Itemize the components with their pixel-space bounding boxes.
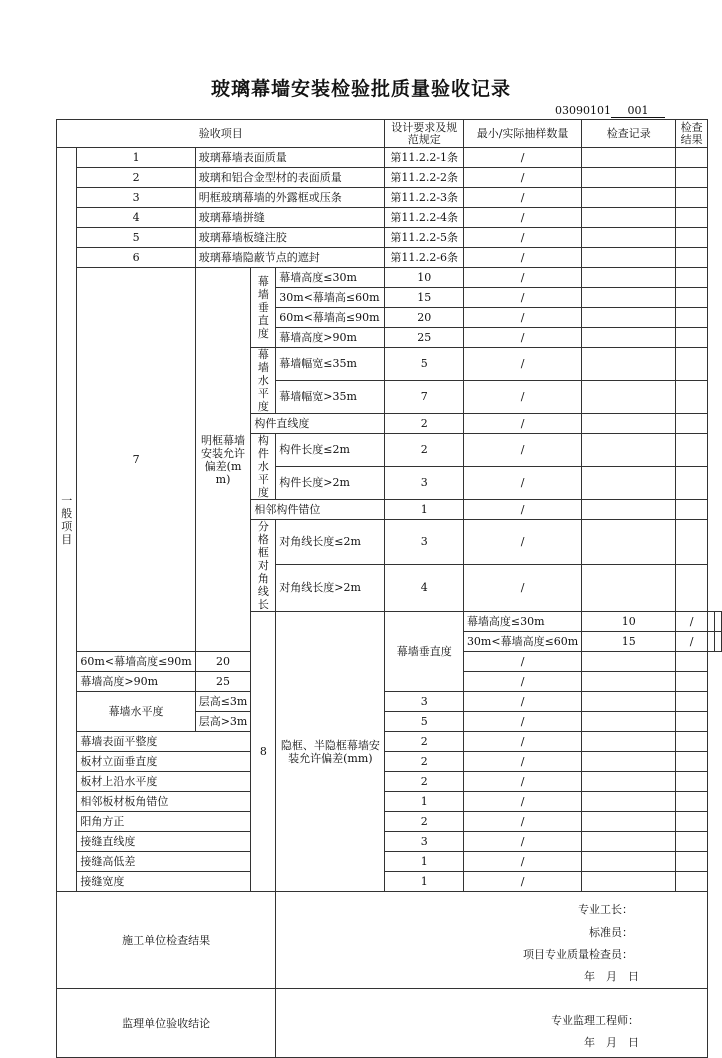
spec-value: 2 (385, 772, 463, 792)
construction-sign-area[interactable] (276, 892, 708, 989)
sample-value: / (463, 208, 581, 228)
spec-value: 3 (385, 692, 463, 712)
table-row (57, 832, 722, 852)
item-number: 1 (77, 148, 195, 168)
table-row (57, 168, 722, 188)
sample-value: / (463, 414, 581, 434)
record-cell[interactable] (582, 872, 676, 892)
table-row (57, 812, 722, 832)
spec-value: 2 (385, 434, 463, 467)
item-number: 7 (77, 268, 195, 652)
sample-value: / (463, 308, 581, 328)
result-cell[interactable] (676, 565, 708, 612)
inspection-table-body (57, 120, 722, 1058)
spec-value: 第11.2.2-5条 (385, 228, 463, 248)
record-cell[interactable] (582, 812, 676, 832)
sample-value: / (463, 381, 581, 414)
result-cell[interactable] (676, 832, 708, 852)
header-record: 检查记录 (582, 120, 676, 148)
result-cell[interactable] (676, 288, 708, 308)
table-row (57, 892, 722, 989)
check-item: 幕墙幅宽>35m (276, 381, 385, 414)
spec-value: 3 (385, 467, 463, 500)
header-sample: 最小/实际抽样数量 (463, 120, 581, 148)
result-cell[interactable] (676, 872, 708, 892)
group-label: 明框幕墙安装允许偏差(mm) (195, 268, 251, 652)
record-cell[interactable] (582, 772, 676, 792)
sample-value: / (463, 692, 581, 712)
spec-value: 1 (385, 500, 463, 520)
spec-value: 4 (385, 565, 463, 612)
result-cell[interactable] (715, 632, 722, 652)
sample-value: / (463, 467, 581, 500)
record-cell[interactable] (582, 288, 676, 308)
group-label: 隐框、半隐框幕墙安装允许偏差(mm) (276, 612, 385, 892)
spec-value: 25 (195, 672, 251, 692)
subgroup-label: 分格框对角线长 (251, 520, 276, 612)
reviewer-label: 标准员： (589, 926, 633, 939)
record-cell[interactable] (582, 308, 676, 328)
record-cell[interactable] (582, 652, 676, 672)
item-name: 明框玻璃幕墙的外露框或压条 (195, 188, 385, 208)
sample-value: / (676, 632, 708, 652)
result-cell[interactable] (676, 348, 708, 381)
record-cell[interactable] (582, 732, 676, 752)
construction-unit-label: 施工单位检查结果 (57, 892, 276, 989)
record-cell[interactable] (582, 500, 676, 520)
subgroup-label: 幕墙垂直度 (251, 268, 276, 348)
sample-value: / (463, 168, 581, 188)
spec-value: 第11.2.2-1条 (385, 148, 463, 168)
record-cell[interactable] (582, 852, 676, 872)
spec-value: 15 (582, 632, 676, 652)
record-cell[interactable] (582, 228, 676, 248)
sample-value: / (463, 434, 581, 467)
sample-value: / (463, 652, 581, 672)
table-row (57, 188, 722, 208)
sample-value: / (463, 348, 581, 381)
table-row (57, 692, 722, 712)
table-row (57, 772, 722, 792)
check-item: 板材上沿水平度 (77, 772, 251, 792)
spec-value: 1 (385, 792, 463, 812)
sample-value: / (463, 812, 581, 832)
check-item: 构件长度>2m (276, 467, 385, 500)
record-cell[interactable] (582, 381, 676, 414)
result-cell[interactable] (676, 500, 708, 520)
item-name: 玻璃幕墙板缝注胶 (195, 228, 385, 248)
record-cell[interactable] (582, 148, 676, 168)
sample-value: / (676, 612, 708, 632)
spec-value: 2 (385, 414, 463, 434)
record-cell[interactable] (582, 328, 676, 348)
table-row (57, 752, 722, 772)
table-row (57, 148, 722, 168)
result-cell[interactable] (676, 792, 708, 812)
spec-value: 2 (385, 812, 463, 832)
record-cell[interactable] (582, 168, 676, 188)
record-cell[interactable] (708, 612, 715, 632)
result-cell[interactable] (676, 732, 708, 752)
result-cell[interactable] (676, 852, 708, 872)
result-cell[interactable] (676, 208, 708, 228)
check-item: 幕墙表面平整度 (77, 732, 251, 752)
check-item: 层高>3m (195, 712, 251, 732)
record-cell[interactable] (708, 632, 715, 652)
record-cell[interactable] (582, 188, 676, 208)
sample-value: / (463, 852, 581, 872)
result-cell[interactable] (676, 812, 708, 832)
page-title: 玻璃幕墙安装检验批质量验收记录 (210, 78, 511, 100)
table-row (57, 872, 722, 892)
table-row (57, 228, 722, 248)
item-number: 8 (251, 612, 276, 892)
spec-value: 3 (385, 832, 463, 852)
result-cell[interactable] (676, 692, 708, 712)
item-number: 5 (77, 228, 195, 248)
record-cell[interactable] (582, 832, 676, 852)
record-cell[interactable] (582, 712, 676, 732)
general-items-label: 一般项目 (57, 148, 77, 892)
table-row (57, 208, 722, 228)
form-code (555, 104, 665, 118)
supervision-date: 年 月 日 (584, 1036, 639, 1049)
check-item: 60m<幕墙高≤90m (276, 308, 385, 328)
sample-value: / (463, 520, 581, 565)
construction-date: 年 月 日 (584, 970, 639, 983)
inspector-label: 项目专业质量检查员： (523, 948, 633, 961)
subgroup-label: 幕墙水平度 (251, 348, 276, 414)
check-item: 构件直线度 (251, 414, 385, 434)
table-row (57, 248, 722, 268)
result-cell[interactable] (676, 148, 708, 168)
record-cell[interactable] (582, 248, 676, 268)
result-cell[interactable] (676, 268, 708, 288)
check-item: 相邻构件错位 (251, 500, 385, 520)
item-name: 玻璃幕墙表面质量 (195, 148, 385, 168)
item-number: 3 (77, 188, 195, 208)
sample-value: / (463, 872, 581, 892)
result-cell[interactable] (676, 752, 708, 772)
check-item: 接缝高低差 (77, 852, 251, 872)
sample-value: / (463, 752, 581, 772)
result-cell[interactable] (676, 434, 708, 467)
check-item: 幕墙高度>90m (276, 328, 385, 348)
record-cell[interactable] (582, 672, 676, 692)
result-cell[interactable] (676, 228, 708, 248)
table-row (57, 792, 722, 812)
spec-value: 20 (195, 652, 251, 672)
result-cell[interactable] (676, 328, 708, 348)
result-cell[interactable] (676, 168, 708, 188)
spec-value: 5 (385, 348, 463, 381)
item-name: 玻璃幕墙拼缝 (195, 208, 385, 228)
result-cell[interactable] (676, 188, 708, 208)
result-cell[interactable] (676, 467, 708, 500)
record-cell[interactable] (582, 692, 676, 712)
subgroup-label: 幕墙垂直度 (385, 612, 463, 692)
header-item: 验收项目 (57, 120, 385, 148)
spec-value: 第11.2.2-4条 (385, 208, 463, 228)
record-cell[interactable] (582, 434, 676, 467)
spec-value: 10 (385, 268, 463, 288)
spec-value: 15 (385, 288, 463, 308)
item-number: 6 (77, 248, 195, 268)
table-row (57, 852, 722, 872)
result-cell[interactable] (676, 520, 708, 565)
supervisor-label: 专业监理工程师： (551, 1014, 639, 1027)
check-item: 相邻板材板角错位 (77, 792, 251, 812)
supervision-sign-area[interactable] (276, 989, 708, 1058)
sample-value: / (463, 328, 581, 348)
record-cell[interactable] (582, 752, 676, 772)
sample-value: / (463, 500, 581, 520)
record-cell[interactable] (582, 414, 676, 434)
spec-value: 1 (385, 852, 463, 872)
result-cell[interactable] (676, 712, 708, 732)
item-name: 玻璃幕墙隐蔽节点的遮封 (195, 248, 385, 268)
check-item: 板材立面垂直度 (77, 752, 251, 772)
spec-value: 3 (385, 520, 463, 565)
spec-value: 5 (385, 712, 463, 732)
sample-value: / (463, 188, 581, 208)
sample-value: / (463, 712, 581, 732)
check-item: 层高≤3m (195, 692, 251, 712)
spec-value: 2 (385, 752, 463, 772)
result-cell[interactable] (676, 652, 708, 672)
table-row (57, 268, 722, 288)
spec-value: 第11.2.2-2条 (385, 168, 463, 188)
record-cell[interactable] (582, 348, 676, 381)
header-result: 检查结果 (676, 120, 708, 148)
spec-value: 第11.2.2-3条 (385, 188, 463, 208)
inspection-table (56, 119, 722, 1058)
spec-value: 1 (385, 872, 463, 892)
sample-value: / (463, 268, 581, 288)
spec-value: 2 (385, 732, 463, 752)
result-cell[interactable] (676, 248, 708, 268)
check-item: 幕墙高度>90m (77, 672, 195, 692)
check-item: 幕墙高度≤30m (463, 612, 581, 632)
sample-value: / (463, 248, 581, 268)
spec-value: 25 (385, 328, 463, 348)
sample-value: / (463, 832, 581, 852)
check-item: 幕墙幅宽≤35m (276, 348, 385, 381)
sample-value: / (463, 672, 581, 692)
result-cell[interactable] (676, 414, 708, 434)
item-number: 2 (77, 168, 195, 188)
record-cell[interactable] (582, 208, 676, 228)
sample-value: / (463, 228, 581, 248)
supervision-unit-label: 监理单位验收结论 (57, 989, 276, 1058)
sample-value: / (463, 565, 581, 612)
subgroup-label: 幕墙水平度 (77, 692, 195, 732)
spec-value: 7 (385, 381, 463, 414)
sample-value: / (463, 772, 581, 792)
record-cell[interactable] (582, 467, 676, 500)
subgroup-label: 构件水平度 (251, 434, 276, 500)
spec-value: 20 (385, 308, 463, 328)
check-item: 阳角方正 (77, 812, 251, 832)
foreman-label: 专业工长： (578, 903, 633, 916)
check-item: 30m<幕墙高≤60m (276, 288, 385, 308)
sample-value: / (463, 148, 581, 168)
check-item: 幕墙高度≤30m (276, 268, 385, 288)
check-item: 接缝宽度 (77, 872, 251, 892)
result-cell[interactable] (676, 381, 708, 414)
check-item: 对角线长度>2m (276, 565, 385, 612)
sample-value: / (463, 732, 581, 752)
result-cell[interactable] (676, 772, 708, 792)
sample-value: / (463, 792, 581, 812)
check-item: 对角线长度≤2m (276, 520, 385, 565)
check-item: 接缝直线度 (77, 832, 251, 852)
result-cell[interactable] (676, 308, 708, 328)
check-item: 构件长度≤2m (276, 434, 385, 467)
code-suffix: 001 (611, 104, 665, 118)
spec-value: 第11.2.2-6条 (385, 248, 463, 268)
check-item: 30m<幕墙高度≤60m (463, 632, 581, 652)
record-cell[interactable] (582, 565, 676, 612)
code-prefix: 03090101 (555, 104, 611, 117)
item-number: 4 (77, 208, 195, 228)
item-name: 玻璃和铝合金型材的表面质量 (195, 168, 385, 188)
result-cell[interactable] (676, 672, 708, 692)
record-cell[interactable] (582, 268, 676, 288)
spec-value: 10 (582, 612, 676, 632)
sample-value: / (463, 288, 581, 308)
result-cell[interactable] (715, 612, 722, 632)
table-row (57, 732, 722, 752)
header-design: 设计要求及规范规定 (385, 120, 463, 148)
check-item: 60m<幕墙高度≤90m (77, 652, 195, 672)
table-row (57, 989, 722, 1058)
record-cell[interactable] (582, 792, 676, 812)
record-cell[interactable] (582, 520, 676, 565)
